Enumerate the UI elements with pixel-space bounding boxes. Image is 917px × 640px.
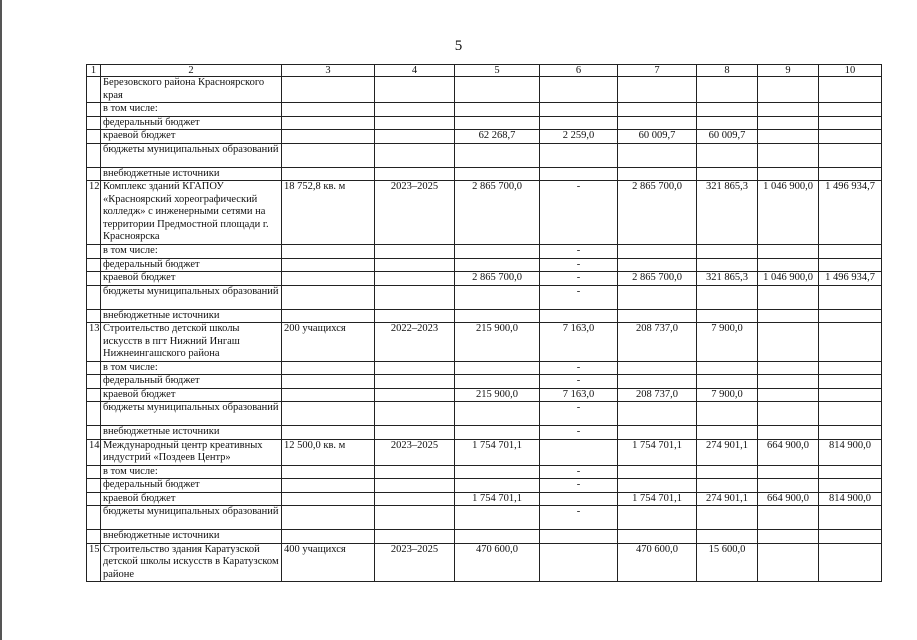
cell-c7 [618, 361, 697, 375]
cell-c5 [455, 103, 540, 117]
cell-c6 [540, 103, 618, 117]
cell-c3: 18 752,8 кв. м [282, 181, 375, 245]
cell-c8 [697, 285, 758, 309]
cell-c7 [618, 103, 697, 117]
cell-c1 [87, 167, 101, 181]
cell-c3 [282, 479, 375, 493]
table-row [87, 388, 882, 402]
cell-c10 [819, 388, 882, 402]
cell-c9 [758, 143, 819, 167]
cell-c8: 7 900,0 [697, 323, 758, 362]
cell-c10 [819, 375, 882, 389]
cell-c9 [758, 245, 819, 259]
cell-c1 [87, 130, 101, 144]
cell-c6 [540, 77, 618, 103]
cell-c2: федеральный бюджет [101, 375, 282, 389]
cell-c9 [758, 116, 819, 130]
column-header: 10 [819, 65, 882, 77]
cell-c7: 2 865 700,0 [618, 181, 697, 245]
cell-c2: в том числе: [101, 361, 282, 375]
cell-c8 [697, 309, 758, 323]
cell-c1 [87, 309, 101, 323]
cell-c3 [282, 388, 375, 402]
cell-c4: 2022–2023 [375, 323, 455, 362]
cell-c6: - [540, 181, 618, 245]
cell-c9: 1 046 900,0 [758, 272, 819, 286]
cell-c4: 2023–2025 [375, 543, 455, 582]
cell-c1 [87, 465, 101, 479]
cell-c10 [819, 103, 882, 117]
table-row [87, 309, 882, 323]
cell-c3 [282, 361, 375, 375]
cell-c10 [819, 245, 882, 259]
cell-c1 [87, 530, 101, 544]
cell-c4 [375, 116, 455, 130]
cell-c10 [819, 130, 882, 144]
cell-c1 [87, 492, 101, 506]
cell-c2: внебюджетные источники [101, 426, 282, 440]
scan-edge-line [0, 0, 2, 640]
table-row [87, 465, 882, 479]
cell-c5: 1 754 701,1 [455, 439, 540, 465]
cell-c10: 1 496 934,7 [819, 181, 882, 245]
cell-c6: 7 163,0 [540, 388, 618, 402]
cell-c5 [455, 402, 540, 426]
cell-c7 [618, 506, 697, 530]
cell-c6 [540, 309, 618, 323]
cell-c6 [540, 143, 618, 167]
cell-c1 [87, 479, 101, 493]
cell-c8 [697, 530, 758, 544]
cell-c4 [375, 258, 455, 272]
cell-c4 [375, 426, 455, 440]
cell-c1 [87, 77, 101, 103]
cell-c3: 400 учащихся [282, 543, 375, 582]
cell-c4 [375, 402, 455, 426]
cell-c2: федеральный бюджет [101, 116, 282, 130]
cell-c4 [375, 130, 455, 144]
cell-c9 [758, 103, 819, 117]
cell-c4 [375, 388, 455, 402]
cell-c5: 2 865 700,0 [455, 181, 540, 245]
cell-c9 [758, 388, 819, 402]
cell-c6: - [540, 361, 618, 375]
cell-c8 [697, 465, 758, 479]
table-row [87, 402, 882, 426]
cell-c10: 814 900,0 [819, 439, 882, 465]
table-row [87, 245, 882, 259]
cell-c5 [455, 77, 540, 103]
cell-c2: федеральный бюджет [101, 258, 282, 272]
cell-c9 [758, 258, 819, 272]
cell-c2: федеральный бюджет [101, 479, 282, 493]
cell-c9 [758, 309, 819, 323]
cell-c7 [618, 402, 697, 426]
column-header: 6 [540, 65, 618, 77]
cell-c8: 7 900,0 [697, 388, 758, 402]
cell-c5 [455, 285, 540, 309]
cell-c10 [819, 116, 882, 130]
cell-c3 [282, 143, 375, 167]
cell-c3 [282, 426, 375, 440]
cell-c1 [87, 426, 101, 440]
cell-c1: 14 [87, 439, 101, 465]
table-row [87, 506, 882, 530]
cell-c5 [455, 506, 540, 530]
cell-c8: 60 009,7 [697, 130, 758, 144]
cell-c1: 15 [87, 543, 101, 582]
cell-c1 [87, 375, 101, 389]
cell-c9 [758, 426, 819, 440]
cell-c1: 12 [87, 181, 101, 245]
cell-c5: 62 268,7 [455, 130, 540, 144]
table-row [87, 530, 882, 544]
cell-c2: Строительство здания Каратузской детской школы искусств в Каратузском районе [101, 543, 282, 582]
cell-c2: Комплекс зданий КГАПОУ «Красноярский хореографический колледж» с инженерными сетями на территории Предмостной площади г. Красноярска [101, 181, 282, 245]
cell-c8 [697, 143, 758, 167]
cell-c10: 814 900,0 [819, 492, 882, 506]
table-row [87, 258, 882, 272]
cell-c6: 2 259,0 [540, 130, 618, 144]
table-row [87, 375, 882, 389]
cell-c7 [618, 530, 697, 544]
cell-c10 [819, 530, 882, 544]
cell-c9 [758, 77, 819, 103]
cell-c8 [697, 479, 758, 493]
column-header: 7 [618, 65, 697, 77]
cell-c1 [87, 272, 101, 286]
column-header: 4 [375, 65, 455, 77]
cell-c7: 208 737,0 [618, 388, 697, 402]
cell-c6 [540, 492, 618, 506]
cell-c2: Березовского района Красноярского края [101, 77, 282, 103]
cell-c2: внебюджетные источники [101, 530, 282, 544]
cell-c8 [697, 167, 758, 181]
cell-c7: 208 737,0 [618, 323, 697, 362]
cell-c7 [618, 116, 697, 130]
cell-c5: 2 865 700,0 [455, 272, 540, 286]
cell-c5 [455, 361, 540, 375]
cell-c9: 664 900,0 [758, 492, 819, 506]
cell-c7 [618, 77, 697, 103]
cell-c4 [375, 77, 455, 103]
cell-c3 [282, 258, 375, 272]
cell-c7 [618, 309, 697, 323]
cell-c5 [455, 143, 540, 167]
column-header: 2 [101, 65, 282, 77]
cell-c3 [282, 465, 375, 479]
cell-c2: краевой бюджет [101, 492, 282, 506]
cell-c9 [758, 465, 819, 479]
cell-c7 [618, 285, 697, 309]
cell-c3 [282, 103, 375, 117]
cell-c4: 2023–2025 [375, 181, 455, 245]
cell-c5: 215 900,0 [455, 323, 540, 362]
cell-c9 [758, 506, 819, 530]
cell-c8: 274 901,1 [697, 492, 758, 506]
table-row [87, 492, 882, 506]
cell-c3 [282, 167, 375, 181]
column-header: 1 [87, 65, 101, 77]
cell-c3 [282, 272, 375, 286]
cell-c10 [819, 285, 882, 309]
cell-c2: краевой бюджет [101, 388, 282, 402]
cell-c4 [375, 272, 455, 286]
cell-c6: - [540, 426, 618, 440]
column-header: 8 [697, 65, 758, 77]
cell-c4 [375, 361, 455, 375]
cell-c1 [87, 361, 101, 375]
table-row [87, 130, 882, 144]
cell-c5 [455, 426, 540, 440]
cell-c7 [618, 479, 697, 493]
cell-c9 [758, 543, 819, 582]
cell-c9 [758, 167, 819, 181]
cell-c5 [455, 116, 540, 130]
cell-c6: - [540, 258, 618, 272]
cell-c10 [819, 426, 882, 440]
cell-c9 [758, 361, 819, 375]
cell-c5 [455, 479, 540, 493]
cell-c10 [819, 479, 882, 493]
cell-c5: 470 600,0 [455, 543, 540, 582]
cell-c8 [697, 77, 758, 103]
cell-c3 [282, 245, 375, 259]
cell-c6: - [540, 272, 618, 286]
cell-c2: Строительство детской школы искусств в пгт Нижний Ингаш Нижнеингашского района [101, 323, 282, 362]
cell-c10 [819, 143, 882, 167]
cell-c7 [618, 258, 697, 272]
cell-c6: - [540, 465, 618, 479]
cell-c8 [697, 103, 758, 117]
cell-c7: 1 754 701,1 [618, 439, 697, 465]
cell-c10 [819, 543, 882, 582]
cell-c4 [375, 103, 455, 117]
cell-c7 [618, 143, 697, 167]
cell-c6: - [540, 245, 618, 259]
cell-c4 [375, 309, 455, 323]
cell-c8 [697, 426, 758, 440]
cell-c2: бюджеты муниципальных образований [101, 143, 282, 167]
cell-c1: 13 [87, 323, 101, 362]
cell-c3 [282, 375, 375, 389]
table-row [87, 77, 882, 103]
cell-c8 [697, 116, 758, 130]
cell-c4 [375, 285, 455, 309]
cell-c4 [375, 143, 455, 167]
cell-c5 [455, 530, 540, 544]
cell-c10 [819, 167, 882, 181]
cell-c5: 1 754 701,1 [455, 492, 540, 506]
cell-c1 [87, 143, 101, 167]
cell-c2: бюджеты муниципальных образований [101, 402, 282, 426]
cell-c4 [375, 167, 455, 181]
budget-table [86, 64, 882, 582]
cell-c7 [618, 375, 697, 389]
cell-c3 [282, 309, 375, 323]
cell-c1 [87, 258, 101, 272]
cell-c4 [375, 245, 455, 259]
table-row [87, 323, 882, 362]
table-row [87, 361, 882, 375]
cell-c3 [282, 402, 375, 426]
cell-c6 [540, 543, 618, 582]
cell-c9 [758, 285, 819, 309]
cell-c6: - [540, 285, 618, 309]
cell-c8 [697, 361, 758, 375]
table-row [87, 167, 882, 181]
cell-c6 [540, 439, 618, 465]
cell-c3 [282, 492, 375, 506]
cell-c1 [87, 402, 101, 426]
cell-c9 [758, 375, 819, 389]
cell-c10 [819, 361, 882, 375]
cell-c10 [819, 77, 882, 103]
cell-c4: 2023–2025 [375, 439, 455, 465]
cell-c8: 274 901,1 [697, 439, 758, 465]
cell-c4 [375, 479, 455, 493]
cell-c1 [87, 285, 101, 309]
cell-c7: 2 865 700,0 [618, 272, 697, 286]
cell-c3 [282, 116, 375, 130]
cell-c3: 200 учащихся [282, 323, 375, 362]
table-row [87, 543, 882, 582]
cell-c6: - [540, 375, 618, 389]
cell-c9 [758, 323, 819, 362]
cell-c7 [618, 426, 697, 440]
cell-c1 [87, 506, 101, 530]
cell-c4 [375, 465, 455, 479]
cell-c5 [455, 375, 540, 389]
cell-c3 [282, 130, 375, 144]
cell-c6: - [540, 402, 618, 426]
cell-c10 [819, 506, 882, 530]
column-header: 3 [282, 65, 375, 77]
cell-c2: внебюджетные источники [101, 309, 282, 323]
cell-c10 [819, 258, 882, 272]
cell-c2: в том числе: [101, 245, 282, 259]
cell-c1 [87, 103, 101, 117]
cell-c8 [697, 506, 758, 530]
cell-c7: 60 009,7 [618, 130, 697, 144]
cell-c4 [375, 530, 455, 544]
cell-c3 [282, 530, 375, 544]
cell-c9 [758, 402, 819, 426]
cell-c3 [282, 506, 375, 530]
cell-c2: внебюджетные источники [101, 167, 282, 181]
table-row [87, 426, 882, 440]
cell-c4 [375, 492, 455, 506]
table-row [87, 143, 882, 167]
table-row [87, 285, 882, 309]
cell-c9 [758, 130, 819, 144]
cell-c10: 1 496 934,7 [819, 272, 882, 286]
cell-c7 [618, 167, 697, 181]
cell-c3 [282, 77, 375, 103]
cell-c8: 15 600,0 [697, 543, 758, 582]
cell-c5 [455, 167, 540, 181]
cell-c5: 215 900,0 [455, 388, 540, 402]
cell-c6: - [540, 479, 618, 493]
cell-c10 [819, 309, 882, 323]
cell-c6 [540, 530, 618, 544]
column-header: 5 [455, 65, 540, 77]
table-row [87, 479, 882, 493]
cell-c8 [697, 245, 758, 259]
table-row [87, 103, 882, 117]
cell-c8 [697, 375, 758, 389]
cell-c2: бюджеты муниципальных образований [101, 506, 282, 530]
table-row [87, 439, 882, 465]
cell-c2: в том числе: [101, 465, 282, 479]
cell-c2: бюджеты муниципальных образований [101, 285, 282, 309]
table-row [87, 116, 882, 130]
cell-c2: в том числе: [101, 103, 282, 117]
cell-c10 [819, 323, 882, 362]
page-number: 5 [454, 38, 463, 54]
cell-c9: 664 900,0 [758, 439, 819, 465]
cell-c8: 321 865,3 [697, 181, 758, 245]
cell-c8 [697, 258, 758, 272]
cell-c10 [819, 402, 882, 426]
cell-c5 [455, 245, 540, 259]
cell-c4 [375, 506, 455, 530]
cell-c2: краевой бюджет [101, 272, 282, 286]
cell-c1 [87, 245, 101, 259]
cell-c6 [540, 116, 618, 130]
cell-c2: краевой бюджет [101, 130, 282, 144]
cell-c10 [819, 465, 882, 479]
cell-c9: 1 046 900,0 [758, 181, 819, 245]
cell-c5 [455, 465, 540, 479]
cell-c1 [87, 116, 101, 130]
column-header: 9 [758, 65, 819, 77]
table-row [87, 181, 882, 245]
cell-c7 [618, 465, 697, 479]
cell-c2: Международный центр креативных индустрий «Поздеев Центр» [101, 439, 282, 465]
cell-c6: 7 163,0 [540, 323, 618, 362]
cell-c9 [758, 479, 819, 493]
cell-c3 [282, 285, 375, 309]
cell-c7: 1 754 701,1 [618, 492, 697, 506]
cell-c8: 321 865,3 [697, 272, 758, 286]
cell-c5 [455, 309, 540, 323]
cell-c3: 12 500,0 кв. м [282, 439, 375, 465]
cell-c5 [455, 258, 540, 272]
table-row [87, 272, 882, 286]
cell-c4 [375, 375, 455, 389]
cell-c7: 470 600,0 [618, 543, 697, 582]
cell-c9 [758, 530, 819, 544]
header-row [87, 65, 882, 77]
cell-c6 [540, 167, 618, 181]
cell-c1 [87, 388, 101, 402]
cell-c7 [618, 245, 697, 259]
cell-c8 [697, 402, 758, 426]
cell-c6: - [540, 506, 618, 530]
